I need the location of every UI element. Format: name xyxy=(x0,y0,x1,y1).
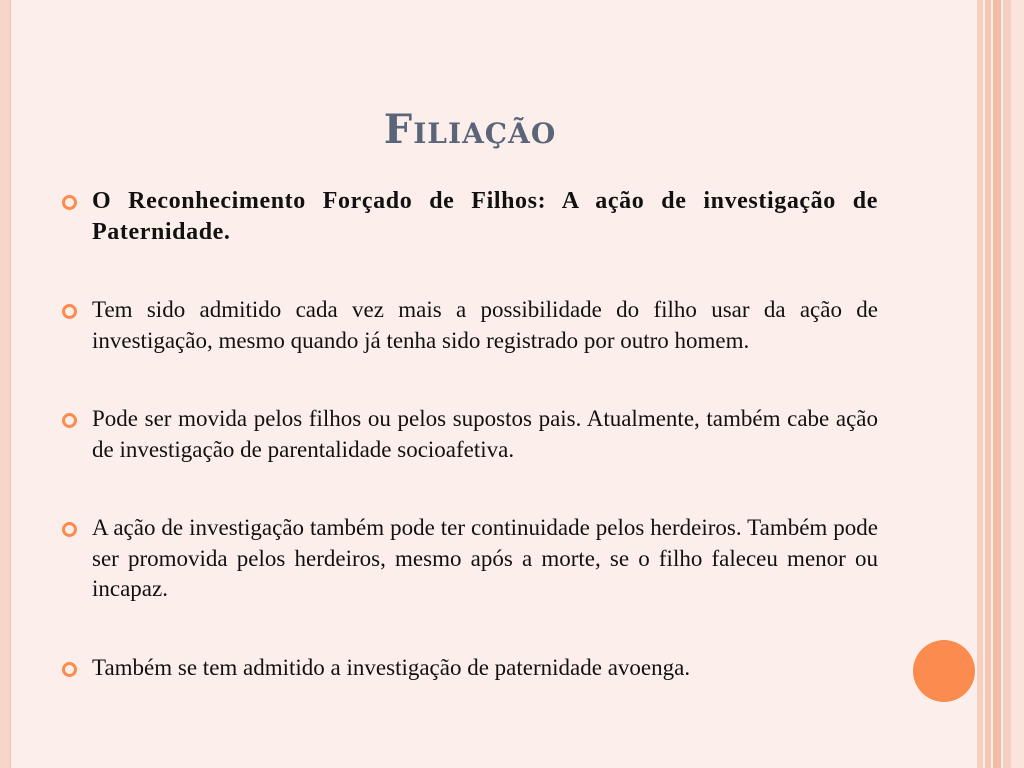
bullet-text: A ação de investigação também pode ter continuidade pelos herdeiros. Também pode ser promovida pelos herdeiros, mesmo após a morte, se o filho faleceu menor ou incapaz. xyxy=(92,515,878,601)
bullet-text: Pode ser movida pelos filhos ou pelos supostos pais. Atualmente, também cabe ação de investigação de parentalidade socioafetiva. xyxy=(92,406,878,462)
right-stripe-decoration xyxy=(1011,0,1024,768)
bullet-item xyxy=(60,513,878,605)
bullet-item xyxy=(60,186,878,247)
right-stripe-decoration xyxy=(993,0,1001,768)
orange-circle-decoration xyxy=(913,640,975,702)
slide-title: Filiação xyxy=(383,106,557,153)
bullet-item xyxy=(60,653,878,684)
bullet-text: Também se tem admitido a investigação de paternidade avoenga. xyxy=(92,654,691,680)
right-stripe-decoration xyxy=(1003,0,1011,768)
bullet-list xyxy=(60,186,878,683)
bullet-item xyxy=(60,404,878,465)
bullet-text: O Reconhecimento Forçado de Filhos: A ação de investigação de Paternidade. xyxy=(92,188,878,245)
circle-bullet-icon xyxy=(62,522,77,537)
circle-bullet-icon xyxy=(62,413,77,428)
bullet-item xyxy=(60,295,878,356)
bullet-text: Tem sido admitido cada vez mais a possibilidade do filho usar da ação de investigação, mesmo quando já tenha sido registrado por outro homem. xyxy=(92,297,878,353)
circle-bullet-icon xyxy=(62,662,77,677)
circle-bullet-icon xyxy=(62,304,77,319)
circle-bullet-icon xyxy=(62,195,77,210)
